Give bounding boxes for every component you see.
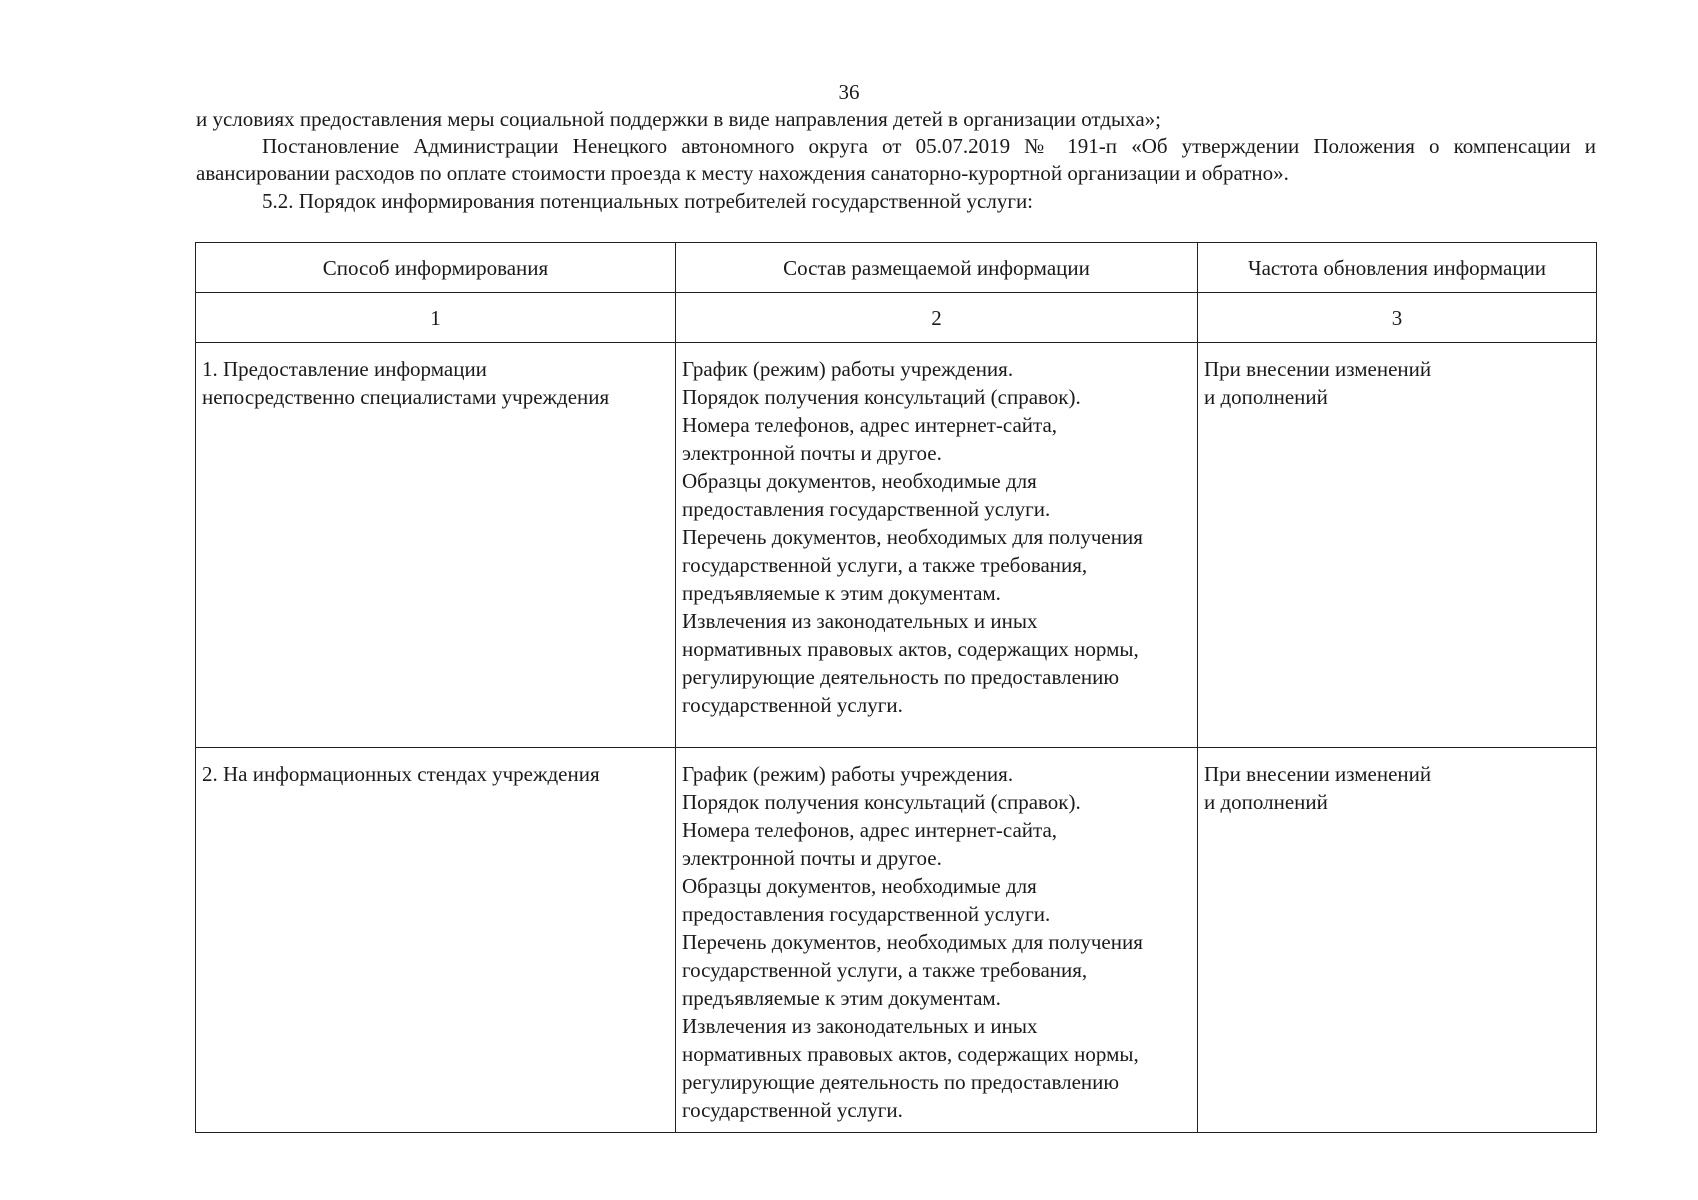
cell-line: Порядок получения консультаций (справок). [682,790,1081,814]
cell-line: Извлечения из законодательных и иных [682,609,1038,633]
cell-line: государственной услуги. [682,1098,903,1122]
section-heading-5-2: 5.2. Порядок информирования потенциальных потребителей государственной услуги: [262,189,1034,213]
cell-line: При внесении изменений [1204,762,1432,786]
table-row [196,343,1597,748]
cell-line: государственной услуги. [682,693,903,717]
column-number: 1 [196,293,676,343]
informing-table [195,242,1597,1133]
cell-line: предъявляемые к этим документам. [682,986,1001,1010]
cell-line: электронной почты и другое. [682,846,942,870]
cell-line: регулирующие деятельность по предоставлению [682,1070,1120,1094]
page-number: 36 [838,80,860,104]
cell-line: Перечень документов, необходимых для получения [682,525,1143,549]
cell-line: нормативных правовых актов, содержащих нормы, [682,637,1139,661]
cell-line: регулирующие деятельность по предоставлению [682,665,1120,689]
cell-line: Образцы документов, необходимые для [682,469,1037,493]
table-column-numbers-row [196,293,1597,343]
header-method: Способ информирования [196,243,676,293]
cell-line: и дополнений [1204,385,1328,409]
cell-line: Номера телефонов, адрес интернет-сайта, [682,413,1058,437]
cell-frequency [1198,343,1597,748]
cell-line: нормативных правовых актов, содержащих нормы, [682,1042,1139,1066]
cell-content [676,748,1198,1133]
cell-line: Порядок получения консультаций (справок). [682,385,1081,409]
cell-line: непосредственно специалистами учреждения [202,385,610,409]
table-header-row [196,243,1597,293]
column-number: 3 [1198,293,1597,343]
cell-line: Извлечения из законодательных и иных [682,1014,1038,1038]
cell-line: График (режим) работы учреждения. [682,762,1014,786]
header-frequency: Частота обновления информации [1198,243,1597,293]
cell-line: государственной услуги, а также требования, [682,958,1088,982]
cell-line: предоставления государственной услуги. [682,497,1051,521]
paragraph-resolution: Постановление Администрации Ненецкого автономного округа от 05.07.2019 № 191-п «Об утверждении Положения о компенсации и авансировании расходов по оплате стоимости проезда к месту нахождения санаторно-курортной организации и обратно». [196,134,1596,185]
table-row [196,748,1597,1133]
header-content: Состав размещаемой информации [676,243,1198,293]
cell-line: и дополнений [1204,790,1328,814]
paragraph-continuation: и условиях предоставления меры социальной поддержки в виде направления детей в организации отдыха»; [196,107,1162,131]
column-number: 2 [676,293,1198,343]
cell-line: График (режим) работы учреждения. [682,357,1014,381]
cell-method [196,343,676,748]
cell-line: При внесении изменений [1204,357,1432,381]
cell-line: Перечень документов, необходимых для получения [682,930,1143,954]
cell-content [676,343,1198,748]
cell-line: предъявляемые к этим документам. [682,581,1001,605]
cell-method [196,748,676,1133]
cell-line: Образцы документов, необходимые для [682,874,1037,898]
cell-line: Номера телефонов, адрес интернет-сайта, [682,818,1058,842]
cell-line: электронной почты и другое. [682,441,942,465]
cell-line: 1. Предоставление информации [202,357,487,381]
cell-line: государственной услуги, а также требования, [682,553,1088,577]
cell-frequency [1198,748,1597,1133]
cell-line: 2. На информационных стендах учреждения [202,762,600,786]
cell-line: предоставления государственной услуги. [682,902,1051,926]
